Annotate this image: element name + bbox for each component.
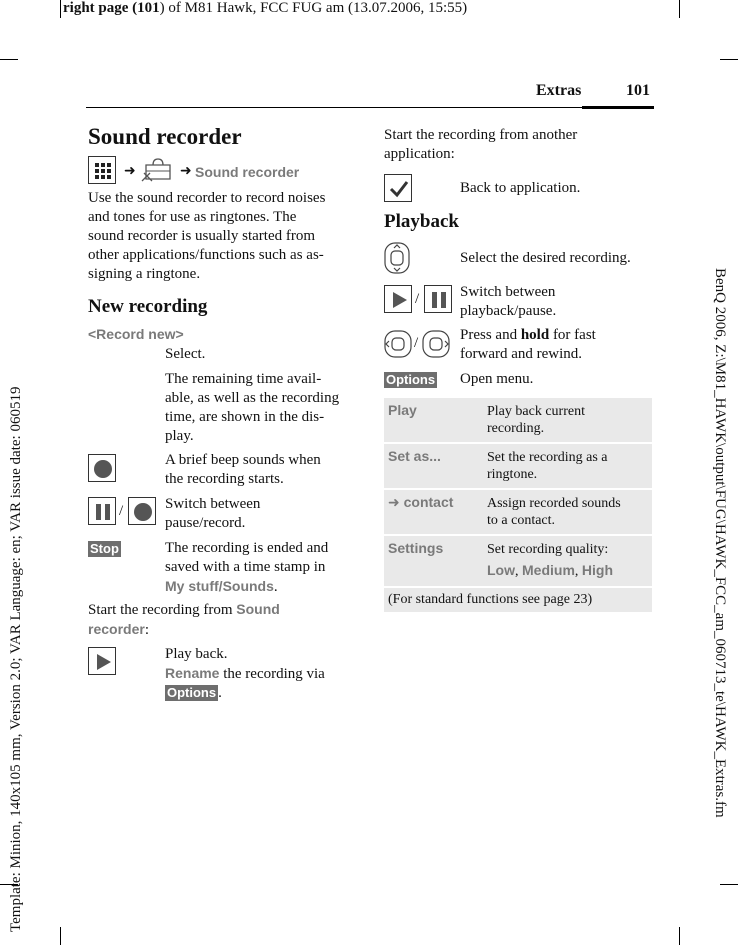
new-recording-heading: New recording <box>88 296 208 317</box>
playback-heading: Playback <box>384 211 459 232</box>
menu-grid-icon <box>88 156 116 184</box>
intro-text: Use the sound recorder to record noises and tones for use as ringtones. The sound recorder is usually started from other applications/functions such as as- signing a ringtone. <box>88 190 326 282</box>
crop-mark <box>60 0 61 18</box>
beep-text: A brief beep sounds when the recording starts. <box>165 452 321 487</box>
crop-mark <box>679 0 680 18</box>
stop-softkey[interactable]: Stop <box>90 541 119 556</box>
switch-play-text: Switch between playback/pause. <box>460 284 557 319</box>
play-key-icon <box>384 285 412 313</box>
path-arrow-icon: ➜ <box>124 162 136 178</box>
header-rule-thick <box>582 106 654 109</box>
open-menu-text: Open menu. <box>460 371 534 387</box>
press-hold-text: Press and hold for fast forward and rewind. <box>460 327 596 362</box>
start-other-text: Start the recording from another application: <box>384 127 578 162</box>
slash-separator: / <box>414 335 419 351</box>
crop-mark <box>60 927 61 945</box>
play-back-text: Play back. Rename the recording via Options . <box>165 646 325 701</box>
footer-note-row: (For standard functions see page 23) <box>384 588 652 612</box>
menu-option-contact: ➜ contact Assign recorded sounds to a contact. <box>384 490 652 534</box>
slash-separator: / <box>415 291 420 307</box>
navigation-left-icon <box>384 330 412 358</box>
path-arrow-icon: ➜ <box>180 162 192 178</box>
crop-mark <box>720 59 738 60</box>
crop-mark <box>0 59 18 60</box>
start-from-text: Start the recording from Sound recorder: <box>88 601 280 638</box>
template-info: Template: Minion, 140x105 mm, Version 2.0; VAR Language: en; VAR issue date: 060519 <box>8 386 24 932</box>
file-path-info: BenQ 2006, Z:\M81_HAWK\output\FUG\HAWK_FCC_am_060713_te\HAWK_Extras.fm <box>712 268 728 818</box>
play-key-icon <box>88 647 116 675</box>
back-app-text: Back to application. <box>460 180 581 196</box>
record-new-label: <Record new> <box>88 326 184 342</box>
page-number: 101 <box>626 82 650 99</box>
slash-separator: / <box>119 503 124 519</box>
record-key-icon <box>88 454 116 482</box>
checkmark-key-icon <box>384 174 412 202</box>
navigation-right-icon <box>422 330 450 358</box>
header-rule <box>86 107 654 108</box>
pause-key-icon <box>424 285 452 313</box>
options-softkey[interactable]: Options <box>386 372 436 387</box>
navigation-up-down-icon <box>384 242 410 274</box>
menu-option-play: Play Play back current recording. <box>384 398 652 442</box>
path-label: Sound recorder <box>195 164 300 180</box>
record-key-icon <box>128 497 156 525</box>
pause-key-icon <box>88 497 116 525</box>
select-text: Select. <box>165 346 206 362</box>
options-softkey[interactable]: Options <box>167 685 217 700</box>
crop-mark <box>679 927 680 945</box>
menu-option-settings: Settings Set recording quality: Low, Medium, High <box>384 536 652 586</box>
extras-toolbox-icon <box>140 155 176 185</box>
page-title: Sound recorder <box>88 124 242 149</box>
print-info-line: right page (101) of M81 Hawk, FCC FUG am (13.07.2006, 15:55) <box>63 0 468 16</box>
section-title: Extras <box>536 82 582 99</box>
menu-option-set-as: Set as... Set the recording as a ringtone. <box>384 444 652 488</box>
remaining-text: The remaining time avail- able, as well as the recording time, are shown in the dis- play. <box>165 371 340 444</box>
ended-text: The recording is ended and saved with a time stamp in My stuff/Sounds. <box>165 540 329 595</box>
select-desired-text: Select the desired recording. <box>460 250 631 266</box>
switch-pause-text: Switch between pause/record. <box>165 496 261 531</box>
